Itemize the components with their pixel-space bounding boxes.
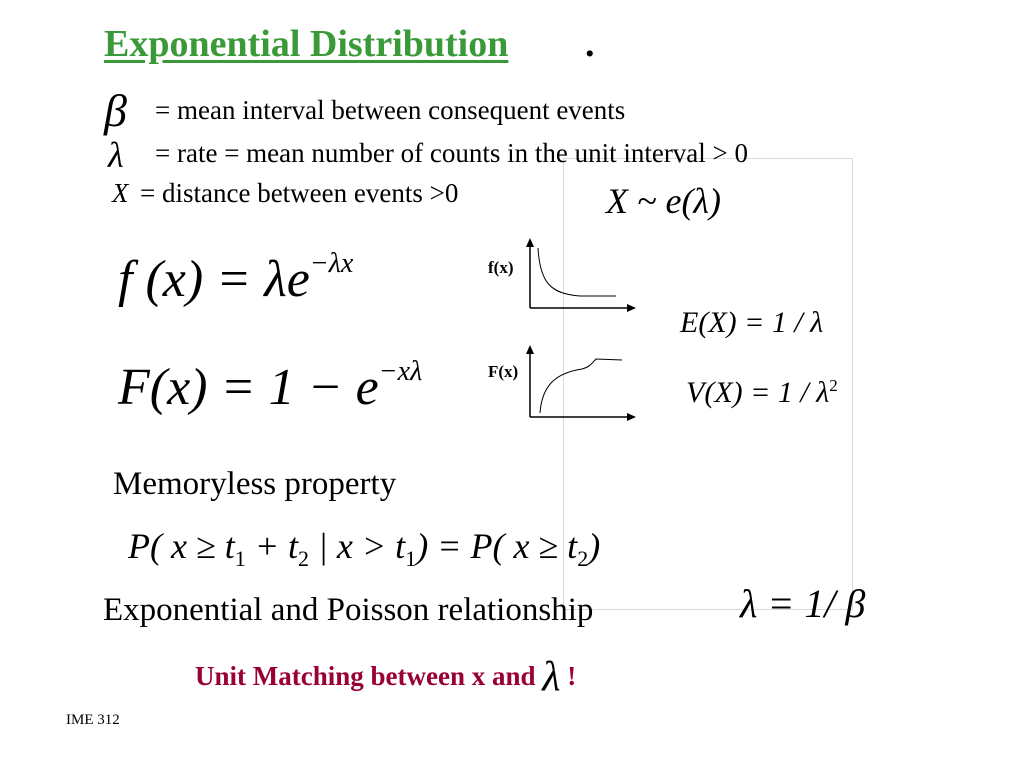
lambda-definition: = rate = mean number of counts in the unit interval > 0 (155, 138, 749, 168)
relationship-heading: Exponential and Poisson relationship (103, 592, 594, 628)
x-symbol: X (112, 178, 129, 208)
pdf-plot-x-arrow (627, 304, 636, 312)
x-definition: = distance between events >0 (140, 178, 459, 208)
pdf-curve (538, 248, 616, 296)
cdf-equation (118, 355, 423, 417)
cdf-curve (540, 359, 622, 413)
title-period: . (585, 23, 595, 65)
footer-course-code: IME 312 (66, 712, 120, 728)
cdf-equation-exponent: −xλ (378, 355, 423, 387)
beta-symbol: β (104, 85, 127, 136)
memoryless-heading: Memoryless property (113, 466, 397, 502)
unit-note-lambda: λ (542, 654, 561, 700)
pdf-plot (520, 238, 640, 318)
cdf-plot-x-arrow (627, 413, 636, 421)
slide-title: Exponential Distribution (104, 23, 509, 65)
mean-formula: E(X) = 1 / λ (680, 306, 824, 339)
pdf-plot-y-arrow (526, 238, 534, 247)
cdf-plot (520, 345, 640, 427)
pdf-equation (118, 247, 354, 309)
unit-matching-note (195, 648, 577, 700)
cdf-equation-lhs: F(x) = 1 − e (118, 359, 379, 416)
relationship-equation: λ = 1/ β (740, 581, 866, 626)
distribution-notation: X ~ e(λ) (606, 181, 722, 221)
cdf-plot-y-arrow (526, 345, 534, 354)
beta-definition: = mean interval between consequent events (155, 95, 626, 125)
pdf-equation-exponent: −λx (309, 247, 354, 279)
cdf-plot-label: F(x) (488, 362, 519, 381)
pdf-equation-lhs: f (x) = λe (118, 251, 310, 308)
lambda-symbol: λ (108, 135, 124, 175)
unit-note-bang: ! (567, 661, 577, 691)
variance-formula: $V(X) = 1 / \lambda^2$ (686, 376, 838, 409)
unit-note-text: Unit Matching between x and (195, 661, 536, 691)
memoryless-equation: P( $x \ge t_1 + t_2$ | $x > t_1) = P$( $x \ge t_2$) (128, 526, 601, 572)
pdf-plot-label: f(x) (488, 258, 514, 277)
